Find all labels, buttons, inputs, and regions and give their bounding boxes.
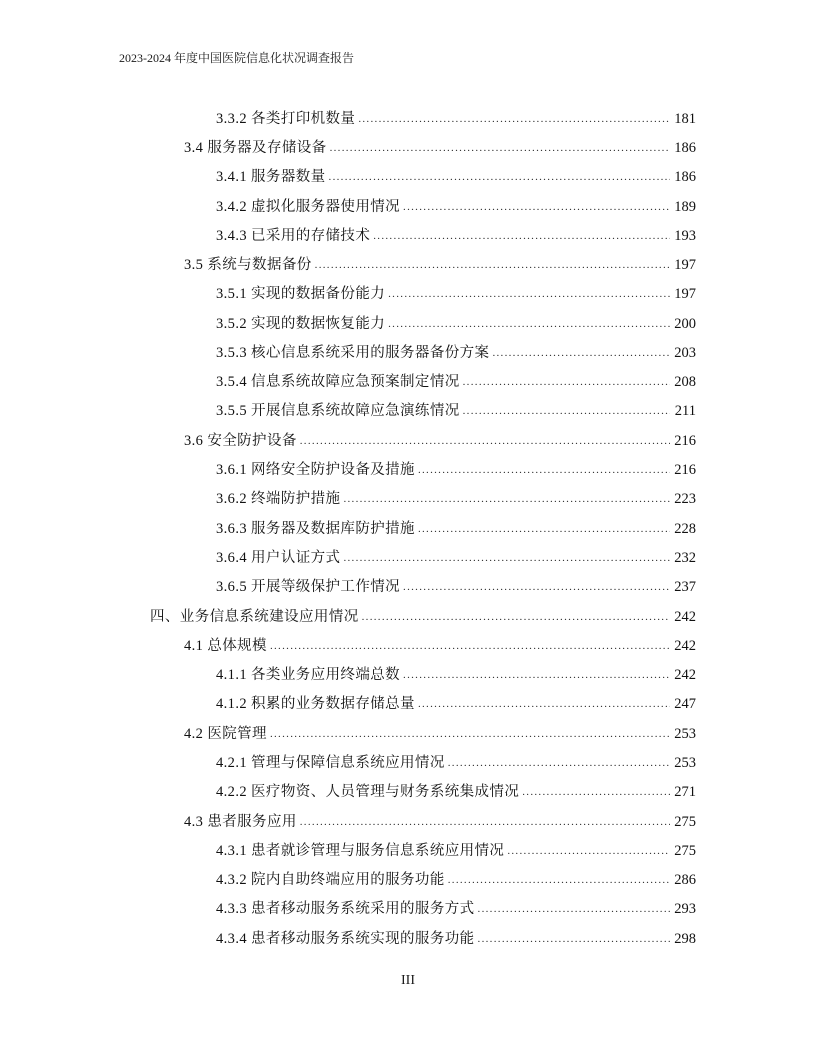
page-number: III — [401, 973, 415, 988]
running-header: 2023-2024 年度中国医院信息化状况调查报告 — [119, 51, 354, 65]
toc-entry-title: 3.5.3 核心信息系统采用的服务器备份方案 — [216, 345, 490, 361]
toc-entry-title: 3.5.1 实现的数据备份能力 — [216, 286, 386, 302]
toc-entry[interactable] — [216, 450, 696, 479]
toc-dot-leader — [373, 228, 670, 245]
toc-entry[interactable] — [216, 304, 696, 333]
toc-dot-leader — [403, 579, 670, 596]
toc-entry[interactable] — [216, 743, 696, 772]
toc-entry-page: 211 — [674, 403, 696, 419]
toc-entry-title: 3.5.2 实现的数据恢复能力 — [216, 316, 386, 332]
toc-dot-leader — [300, 814, 670, 831]
toc-entry-page: 193 — [674, 228, 696, 244]
toc-dot-leader — [418, 521, 670, 538]
toc-entry-page: 228 — [674, 521, 696, 537]
toc-dot-leader — [270, 726, 670, 743]
toc-entry[interactable] — [216, 567, 696, 596]
toc-dot-leader — [403, 667, 670, 684]
toc-entry-page: 203 — [674, 345, 696, 361]
toc-entry-page: 200 — [674, 316, 696, 332]
toc-entry-page: 197 — [674, 257, 696, 273]
toc-entry-page: 181 — [674, 111, 696, 127]
toc-entry-title: 3.3.2 各类打印机数量 — [216, 111, 356, 127]
toc-entry-title: 3.4.1 服务器数量 — [216, 169, 326, 185]
toc-entry-title: 4.1.1 各类业务应用终端总数 — [216, 667, 401, 683]
toc-entry-title: 4.3.1 患者就诊管理与服务信息系统应用情况 — [216, 843, 505, 859]
toc-entry-title: 4.3.4 患者移动服务系统实现的服务功能 — [216, 931, 475, 947]
toc-entry-page: 298 — [674, 931, 696, 947]
toc-entry-title: 4.3.2 院内自助终端应用的服务功能 — [216, 872, 445, 888]
toc-entry[interactable] — [216, 274, 696, 303]
toc-entry-title: 3.5 系统与数据备份 — [184, 257, 312, 273]
toc-entry-title: 4.2.2 医疗物资、人员管理与财务系统集成情况 — [216, 784, 520, 800]
toc-entry-page: 271 — [674, 784, 696, 800]
toc-entry-page: 247 — [674, 696, 696, 712]
toc-dot-leader — [418, 696, 670, 713]
toc-entry[interactable] — [184, 626, 696, 655]
toc-entry-page: 197 — [674, 286, 696, 302]
toc-entry[interactable] — [216, 772, 696, 801]
toc-entry[interactable] — [216, 99, 696, 128]
toc-dot-leader — [448, 755, 670, 772]
toc-entry-page: 253 — [674, 755, 696, 771]
toc-entry[interactable] — [216, 889, 696, 918]
toc-dot-leader — [522, 784, 670, 801]
toc-entry[interactable] — [184, 714, 696, 743]
toc-dot-leader — [492, 345, 670, 362]
toc-entry-page: 242 — [674, 638, 696, 654]
toc-entry-page: 286 — [674, 872, 696, 888]
toc-dot-leader — [463, 403, 670, 420]
toc-entry-title: 3.6.3 服务器及数据库防护措施 — [216, 521, 415, 537]
toc-entry-page: 223 — [674, 491, 696, 507]
toc-entry-title: 3.6.5 开展等级保护工作情况 — [216, 579, 401, 595]
toc-entry-page: 242 — [674, 609, 696, 625]
toc-entry-title: 3.4 服务器及存储设备 — [184, 140, 327, 156]
toc-dot-leader — [388, 286, 670, 303]
toc-entry-title: 3.6.4 用户认证方式 — [216, 550, 341, 566]
toc-entry[interactable] — [216, 479, 696, 508]
toc-entry-page: 216 — [674, 462, 696, 478]
toc-entry-title: 四、业务信息系统建设应用情况 — [150, 609, 359, 625]
toc-entry[interactable] — [216, 216, 696, 245]
toc-dot-leader — [362, 609, 670, 626]
toc-dot-leader — [507, 843, 670, 860]
toc-entry-page: 186 — [674, 140, 696, 156]
toc-dot-leader — [388, 316, 670, 333]
toc-entry-title: 3.5.5 开展信息系统故障应急演练情况 — [216, 403, 460, 419]
toc-entry-page: 253 — [674, 726, 696, 742]
toc-entry-title: 3.6.2 终端防护措施 — [216, 491, 341, 507]
toc-entry-page: 275 — [674, 814, 696, 830]
toc-entry-page: 237 — [674, 579, 696, 595]
toc-entry-title: 3.4.3 已采用的存储技术 — [216, 228, 371, 244]
toc-entry-page: 293 — [674, 901, 696, 917]
toc-entry[interactable] — [184, 802, 696, 831]
toc-entry[interactable] — [216, 333, 696, 362]
toc-entry-page: 242 — [674, 667, 696, 683]
toc-dot-leader — [478, 901, 670, 918]
toc-entry-title: 4.2 医院管理 — [184, 726, 267, 742]
toc-entry[interactable] — [216, 362, 696, 391]
toc-entry-title: 3.6.1 网络安全防护设备及措施 — [216, 462, 415, 478]
toc-dot-leader — [329, 169, 670, 186]
toc-entry-title: 4.1 总体规模 — [184, 638, 267, 654]
toc-entry[interactable] — [216, 187, 696, 216]
toc-entry-title: 3.4.2 虚拟化服务器使用情况 — [216, 199, 401, 215]
toc-entry[interactable] — [184, 421, 696, 450]
toc-entry[interactable] — [216, 860, 696, 889]
toc-entry-title: 4.1.2 积累的业务数据存储总量 — [216, 696, 415, 712]
toc-entry-page: 275 — [674, 843, 696, 859]
toc-entry-title: 4.3.3 患者移动服务系统采用的服务方式 — [216, 901, 475, 917]
toc-entry-page: 208 — [674, 374, 696, 390]
toc-entry[interactable] — [216, 157, 696, 186]
toc-entry[interactable] — [216, 538, 696, 567]
toc-dot-leader — [300, 433, 670, 450]
toc-entry[interactable] — [216, 919, 696, 948]
toc-dot-leader — [403, 199, 670, 216]
toc-entry[interactable] — [184, 128, 696, 157]
toc-entry[interactable] — [216, 831, 696, 860]
toc-entry[interactable] — [216, 684, 696, 713]
toc-dot-leader — [478, 931, 670, 948]
toc-dot-leader — [343, 491, 670, 508]
toc-entry[interactable] — [216, 655, 696, 684]
toc-dot-leader — [463, 374, 670, 391]
toc-entry-page: 186 — [674, 169, 696, 185]
toc-entry[interactable] — [216, 509, 696, 538]
toc-dot-leader — [448, 872, 670, 889]
toc-entry-title: 3.5.4 信息系统故障应急预案制定情况 — [216, 374, 460, 390]
toc-dot-leader — [330, 140, 670, 157]
toc-entry-page: 189 — [674, 199, 696, 215]
toc-entry-title: 3.6 安全防护设备 — [184, 433, 297, 449]
toc-dot-leader — [315, 257, 670, 274]
toc-entry-title: 4.3 患者服务应用 — [184, 814, 297, 830]
toc-entry-page: 216 — [674, 433, 696, 449]
toc-entry[interactable] — [216, 391, 696, 420]
toc-entry-title: 4.2.1 管理与保障信息系统应用情况 — [216, 755, 445, 771]
toc-dot-leader — [270, 638, 670, 655]
toc-dot-leader — [343, 550, 670, 567]
toc-entry[interactable] — [150, 597, 696, 626]
toc-dot-leader — [418, 462, 670, 479]
toc-dot-leader — [358, 111, 670, 128]
toc-entry[interactable] — [184, 245, 696, 274]
toc-entry-page: 232 — [674, 550, 696, 566]
